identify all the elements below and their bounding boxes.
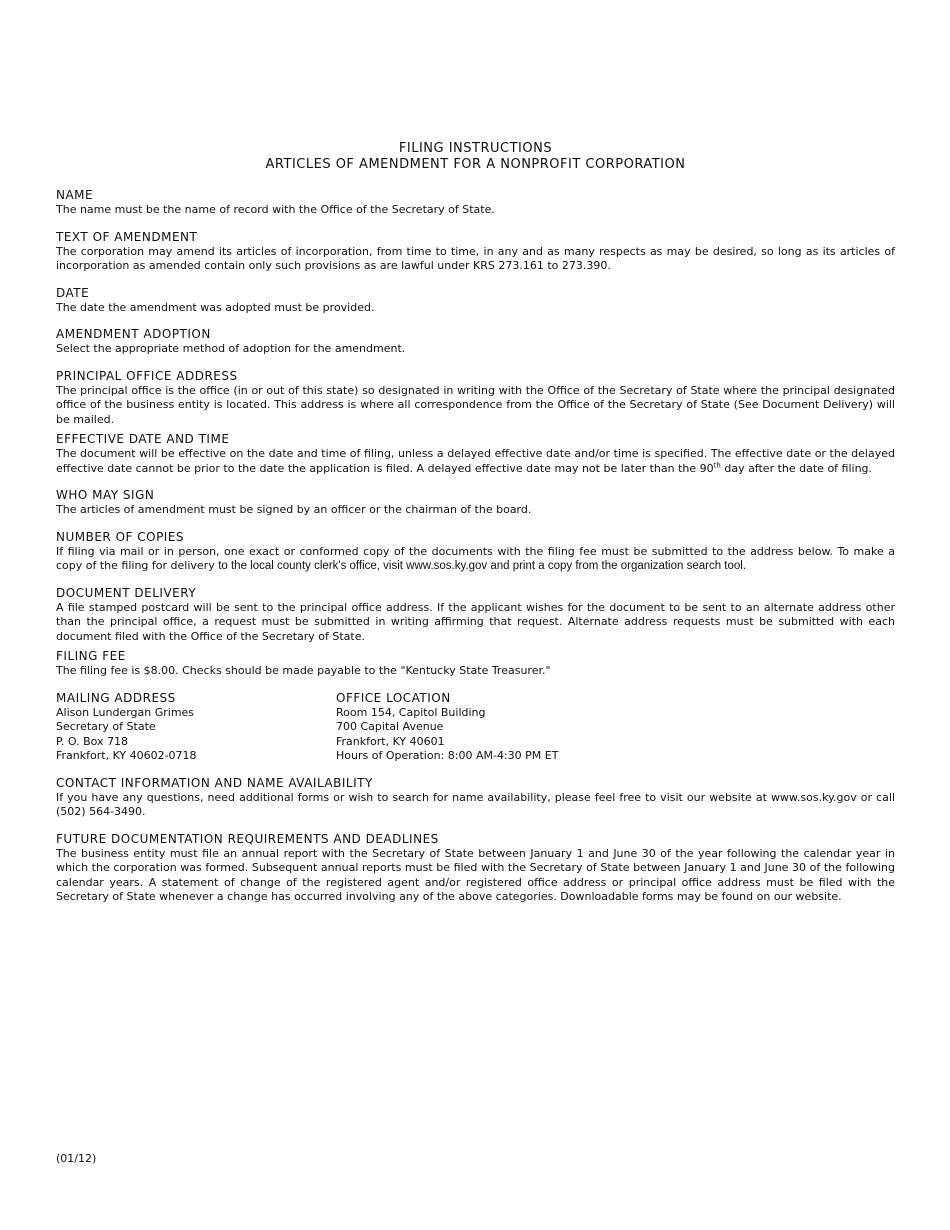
- instructions-page: [56, 141, 895, 917]
- section-contact-information: [56, 776, 895, 820]
- section-text: The business entity must file an annual report with the Secretary of State between January 1 and June 30 of the year following the calendar year in which the corporation was formed. Subsequent annual reports must be filed with the Secretary of State between January 1 and June 30 of the following calendar years. A statement of change of the registered agent and/or registered office address or principal office address must be filed with the Secretary of State whenever a change has occurred involving any of the above categories. Downloadable forms may be found on our website.: [56, 846, 895, 903]
- section-heading: CONTACT INFORMATION AND NAME AVAILABILITY: [56, 775, 373, 790]
- mailing-address-line: Alison Lundergan Grimes: [56, 705, 195, 719]
- mailing-address-line: Secretary of State: [56, 720, 156, 733]
- office-location-heading: OFFICE LOCATION: [336, 690, 451, 705]
- section-heading: NUMBER OF COPIES: [56, 529, 185, 544]
- section-effective-date: [56, 432, 895, 476]
- section-text: [56, 545, 895, 574]
- section-heading: TEXT OF AMENDMENT: [56, 229, 198, 244]
- office-location-line: Hours of Operation: 8:00 AM-4:30 PM ET: [336, 749, 559, 762]
- section-text: The principal office is the office (in or out of this state) so designated in writing with the Office of the Secretary of State where the principal designated office of the business entity is located. This address is where all correspondence from the Office of the Secretary of State (See Document Delivery) will be mailed.: [56, 383, 895, 426]
- section-text: The articles of amendment must be signed by an officer or the chairman of the board.: [56, 503, 532, 516]
- address-block: [56, 691, 895, 764]
- section-heading: DOCUMENT DELIVERY: [56, 585, 197, 600]
- section-heading: WHO MAY SIGN: [56, 488, 155, 502]
- section-text: A file stamped postcard will be sent to the principal office address. If the applicant wishes for the document to be sent to an alternate address other than the principal office, a request must be submitted in writing affirming that request. Alternate address requests must be submitted with each document filed with the Office of the Secretary of State.: [56, 600, 895, 643]
- office-location: [336, 691, 616, 764]
- section-date: [56, 286, 895, 316]
- section-heading: EFFECTIVE DATE AND TIME: [56, 432, 230, 446]
- section-text: [56, 447, 895, 476]
- section-text: If you have any questions, need additional forms or wish to search for name availability, please feel free to visit our website at www.sos.ky.gov or call (502) 564-3490.: [56, 790, 895, 818]
- section-heading: DATE: [56, 285, 90, 300]
- section-name: [56, 188, 895, 218]
- office-location-line: Room 154, Capitol Building: [336, 705, 486, 719]
- mailing-address-line: Frankfort, KY 40602-0718: [56, 749, 197, 762]
- section-text: Select the appropriate method of adoption for the amendment.: [56, 342, 406, 355]
- section-document-delivery: [56, 586, 895, 645]
- section-text-of-amendment: [56, 230, 895, 274]
- section-text: The corporation may amend its articles of incorporation, from time to time, in any and as many respects as may be desired, so long as its articles of incorporation as amended contain only such provisions as are lawful under KRS 273.161 to 273.390.: [56, 244, 895, 272]
- copies-text-part-1: If filing via mail or in person, one exact or conformed copy of the documents with the filing fee must be submitted to the address below. To make a copy of the filing for delivery: [56, 544, 895, 572]
- mailing-address-line: P. O. Box 718: [56, 734, 129, 748]
- section-number-of-copies: [56, 530, 895, 574]
- office-location-line: Frankfort, KY 40601: [336, 734, 445, 748]
- copies-text-part-2: to the local county clerk's office, visit www.sos.ky.gov and print a copy from the organization search tool.: [218, 560, 747, 572]
- title-line-2: ARTICLES OF AMENDMENT FOR A NONPROFIT CORPORATION: [265, 157, 686, 172]
- section-filing-fee: [56, 649, 895, 679]
- title-line-1: FILING INSTRUCTIONS: [398, 141, 553, 156]
- mailing-address-heading: MAILING ADDRESS: [56, 690, 176, 705]
- section-heading: PRINCIPAL OFFICE ADDRESS: [56, 368, 238, 383]
- effective-text-after: day after the date of filing.: [720, 461, 873, 475]
- office-location-line: 700 Capital Avenue: [336, 720, 444, 733]
- section-text: The name must be the name of record with the Office of the Secretary of State.: [56, 203, 495, 216]
- section-amendment-adoption: [56, 327, 895, 357]
- mailing-address: [56, 691, 336, 764]
- section-heading: AMENDMENT ADOPTION: [56, 327, 211, 341]
- section-who-may-sign: [56, 488, 895, 518]
- document-title: [56, 141, 895, 173]
- revision-date: (01/12): [56, 1152, 97, 1165]
- section-heading: FILING FEE: [56, 649, 126, 663]
- section-principal-office: [56, 369, 895, 428]
- section-text: The date the amendment was adopted must be provided.: [56, 300, 375, 314]
- section-heading: FUTURE DOCUMENTATION REQUIREMENTS AND DEADLINES: [56, 831, 439, 846]
- section-future-documentation: [56, 832, 895, 905]
- section-text: The filing fee is $8.00. Checks should be made payable to the "Kentucky State Treasurer.": [56, 664, 551, 677]
- effective-text-before: The document will be effective on the date and time of filing, unless a delayed effective date and/or time is specified. The effective date or the delayed effective date cannot be prior to the date the application is filed. A delayed effective date may not be later than the 90: [56, 447, 895, 475]
- section-heading: NAME: [56, 188, 94, 202]
- ordinal-suffix: th: [713, 460, 721, 469]
